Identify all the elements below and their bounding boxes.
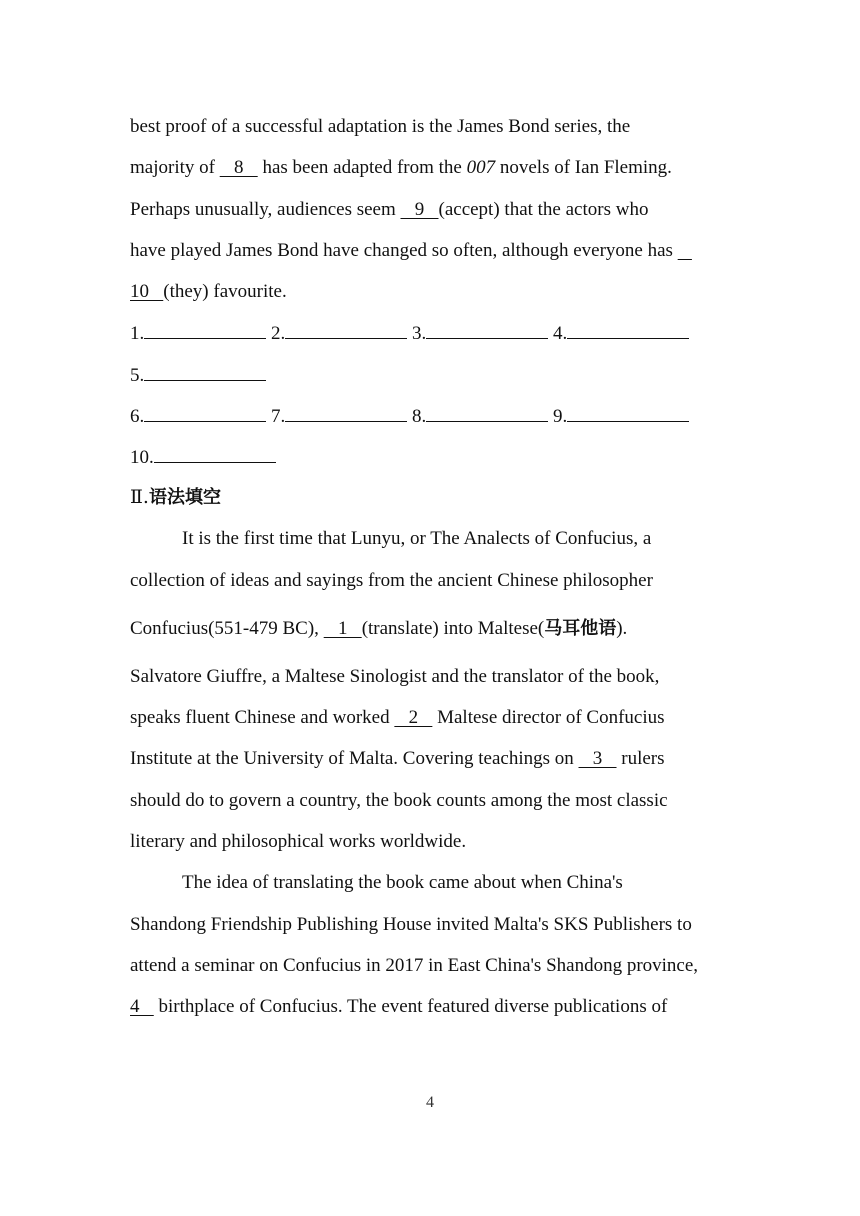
text: (they) favourite. bbox=[163, 281, 287, 302]
answer-blank-8 bbox=[426, 405, 548, 422]
blank-9: 9 bbox=[400, 199, 439, 220]
passage1-line-2 bbox=[130, 157, 672, 179]
text: collection of ideas and sayings from the ancient Chinese philosopher bbox=[130, 570, 653, 591]
text: ). bbox=[616, 618, 628, 639]
answer-label-6: 6. bbox=[130, 406, 145, 427]
text: has been adapted from the bbox=[257, 157, 467, 178]
text: birthplace of Confucius. The event featured diverse publications of bbox=[153, 996, 668, 1017]
passage2-p2-line-3 bbox=[130, 955, 698, 977]
blank-2: 2 bbox=[394, 707, 433, 728]
passage2-p2-line-2 bbox=[130, 914, 692, 936]
text: The idea of translating the book came about when China's bbox=[182, 872, 623, 893]
passage2-p2-line-4 bbox=[130, 996, 667, 1018]
passage2-p1-line-2 bbox=[130, 570, 653, 592]
answer-blank-2 bbox=[285, 322, 407, 339]
section-heading bbox=[130, 486, 221, 509]
blank-4: 4 bbox=[130, 996, 154, 1017]
passage2-p1-line-1 bbox=[182, 528, 651, 550]
passage1-line-3 bbox=[130, 199, 648, 221]
text: Confucius(551-479 BC), bbox=[130, 618, 324, 639]
answer-label-10: 10. bbox=[130, 447, 154, 468]
answer-label-4: 4. bbox=[553, 323, 568, 344]
answer-row-3 bbox=[130, 405, 689, 428]
text: best proof of a successful adaptation is the James Bond series, the bbox=[130, 116, 631, 137]
text: Salvatore Giuffre, a Maltese Sinologist and the translator of the book, bbox=[130, 666, 660, 687]
text: Maltese director of Confucius bbox=[432, 707, 665, 728]
text: Institute at the University of Malta. Covering teachings on bbox=[130, 748, 579, 769]
answer-blank-3 bbox=[426, 322, 548, 339]
text: attend a seminar on Confucius in 2017 in East China's Shandong province, bbox=[130, 955, 699, 976]
answer-blank-10 bbox=[154, 446, 276, 463]
passage2-p1-line-5 bbox=[130, 707, 665, 729]
answer-label-9: 9. bbox=[553, 406, 568, 427]
text: (translate) into Maltese( bbox=[361, 618, 545, 639]
text: It is the first time that Lunyu, or The Analects of Confucius, a bbox=[182, 528, 652, 549]
answer-row-2 bbox=[130, 364, 266, 387]
text: Shandong Friendship Publishing House invited Malta's SKS Publishers to bbox=[130, 914, 692, 935]
text: (accept) that the actors who bbox=[438, 199, 649, 220]
italic-title: 007 bbox=[466, 157, 496, 178]
blank-10-end: 10 bbox=[130, 281, 164, 302]
text: rulers bbox=[616, 748, 665, 769]
chinese-gloss: 马耳他语 bbox=[544, 618, 617, 639]
blank-8: 8 bbox=[219, 157, 258, 178]
passage2-p1-line-7 bbox=[130, 790, 668, 812]
passage2-p1-line-8 bbox=[130, 831, 466, 853]
answer-row-1 bbox=[130, 322, 689, 345]
answer-blank-7 bbox=[285, 405, 407, 422]
text: should do to govern a country, the book counts among the most classic bbox=[130, 790, 668, 811]
passage2-p2-line-1 bbox=[182, 872, 623, 894]
text: Perhaps unusually, audiences seem bbox=[130, 199, 401, 220]
text: have played James Bond have changed so often, although everyone has bbox=[130, 240, 678, 261]
answer-blank-1 bbox=[144, 322, 266, 339]
passage1-line-5 bbox=[130, 281, 287, 303]
passage1-line-4 bbox=[130, 240, 692, 262]
text: literary and philosophical works worldwide. bbox=[130, 831, 467, 852]
passage2-p1-line-3 bbox=[130, 618, 627, 640]
blank-3: 3 bbox=[578, 748, 617, 769]
passage1-line-1 bbox=[130, 116, 630, 138]
blank-10-start bbox=[678, 240, 692, 261]
page-number: 4 bbox=[426, 1094, 434, 1111]
answer-row-4 bbox=[130, 446, 276, 469]
answer-blank-6 bbox=[144, 405, 266, 422]
section-title: 语法填空 bbox=[148, 487, 221, 508]
text: novels of Ian Fleming. bbox=[495, 157, 672, 178]
text: majority of bbox=[130, 157, 220, 178]
answer-blank-4 bbox=[567, 322, 689, 339]
answer-label-5: 5. bbox=[130, 365, 145, 386]
passage2-p1-line-4 bbox=[130, 666, 659, 688]
answer-blank-9 bbox=[567, 405, 689, 422]
blank-1: 1 bbox=[323, 618, 362, 639]
text: speaks fluent Chinese and worked bbox=[130, 707, 395, 728]
answer-blank-5 bbox=[144, 364, 266, 381]
answer-label-3: 3. bbox=[412, 323, 427, 344]
answer-label-8: 8. bbox=[412, 406, 427, 427]
answer-label-7: 7. bbox=[271, 406, 286, 427]
passage2-p1-line-6 bbox=[130, 748, 665, 770]
answer-label-1: 1. bbox=[130, 323, 145, 344]
answer-label-2: 2. bbox=[271, 323, 286, 344]
section-number: Ⅱ. bbox=[130, 486, 149, 508]
